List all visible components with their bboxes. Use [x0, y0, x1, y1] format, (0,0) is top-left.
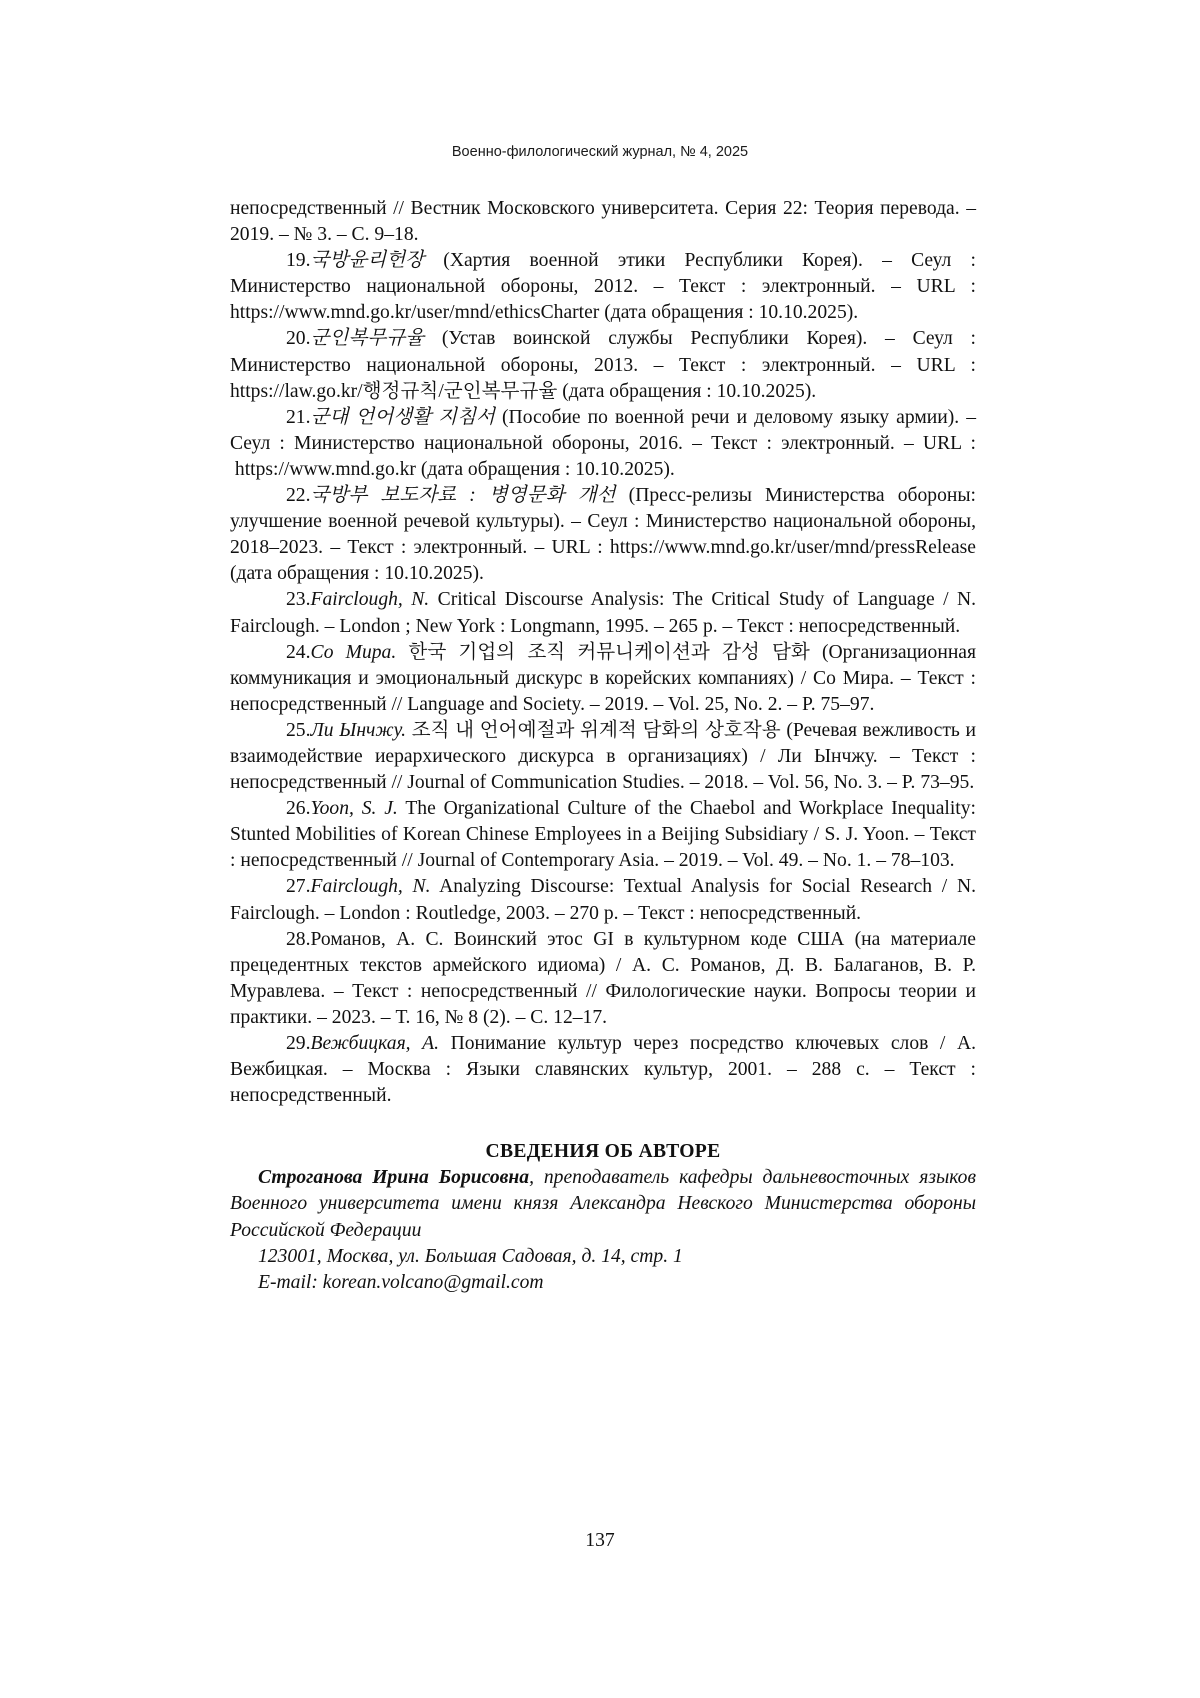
reference-title: 군인복무규율: [310, 328, 425, 350]
reference-item: [230, 927, 976, 1031]
author-address: 123001, Москва, ул. Большая Садовая, д. 14, стр. 1: [258, 1245, 683, 1267]
reference-number: 21.: [286, 406, 311, 428]
reference-author: Yoon, S. J.: [310, 798, 398, 820]
reference-author: Fairclough, N.: [310, 876, 431, 898]
reference-text: (Устав воинской службы Республики Корея). – Сеул : Министерство национальной обороны, 2013. – Текст : электронный. – URL : https://law.go.kr/행정규칙/군인복무규율 (дата обращения : 10.10.2025).: [230, 328, 976, 402]
author-section-title: СВЕДЕНИЯ ОБ АВТОРЕ: [485, 1141, 721, 1163]
reference-item: [230, 483, 976, 587]
reference-text: Романов, А. С. Воинский этос GI в культурном коде США (на материале прецедентных текстов армейского идиома) / А. С. Романов, Д. В. Балаганов, В. Р. Муравлева. – Текст : непосредственный // Филологические науки. Вопросы теории и практики. – 2023. – Т. 16, № 8 (2). – С. 12–17.: [230, 928, 976, 1028]
reference-author: Fairclough, N.: [310, 589, 430, 611]
author-info: [230, 1165, 976, 1243]
reference-text: Analyzing Discourse: Textual Analysis for Social Research / N. Fairclough. – London : Routledge, 2003. – 270 p. – Текст : непосредственный.: [230, 876, 976, 924]
author-email[interactable]: E-mail: korean.volcano@gmail.com: [258, 1271, 544, 1293]
reference-text: 조직 내 언어예절과 위계적 담화의 상호작용 (Речевая вежливость и взаимодействие иерархического дискурса в организациях) / Ли Ынчжу. – Текст : непосредственный // Journal of Communication Studies. – 2018. – Vol. 56, No. 3. – P. 73–95.: [230, 719, 976, 794]
reference-number: 28.: [286, 928, 311, 950]
reference-author: Вежбицкая, А.: [310, 1033, 440, 1054]
reference-text: Понимание культур через посредство ключевых слов / А. Вежбицкая. – Москва : Языки славянских культур, 2001. – 288 с. – Текст : непосредственный.: [230, 1033, 976, 1107]
reference-item: [230, 874, 976, 926]
reference-item: [230, 248, 976, 326]
reference-number: 25.: [286, 719, 311, 741]
reference-number: 20.: [286, 328, 311, 350]
reference-text: (Пресс-релизы Министерства обороны: улучшение военной речевой культуры). – Сеул : Министерство национальной обороны, 2018–2023. – Текст : электронный. – URL : https://www.mnd.go.kr/user/mnd/pressRelease (дата обращения : 10.10.2025).: [230, 485, 976, 585]
page-content: [230, 196, 976, 1296]
reference-title: 국방부 보도자료 : 병영문화 개선: [310, 485, 616, 507]
reference-item: [230, 640, 976, 718]
reference-text: (Пособие по военной речи и деловому языку армии). – Сеул : Министерство национальной обороны, 2016. – Текст : электронный. – URL : https://www.mnd.go.kr (дата обращения : 10.10.2025).: [230, 406, 976, 480]
reference-title: 국방윤리헌장: [310, 250, 425, 272]
reference-item: [230, 587, 976, 639]
reference-text: (Хартия военной этики Республики Корея). – Сеул : Министерство национальной обороны, 2012. – Текст : электронный. – URL : https://www.mnd.go.kr/user/mnd/ethicsCharter (дата обращения : 10.10.2025).: [230, 250, 976, 324]
reference-number: 26.: [286, 798, 311, 820]
reference-author: Со Мира.: [310, 641, 397, 663]
reference-text: Critical Discourse Analysis: The Critical Study of Language / N. Fairclough. – London ; New York : Longmann, 1995. – 265 p. – Текст : непосредственный.: [230, 589, 976, 637]
reference-list: [230, 248, 976, 1109]
reference-number: 19.: [286, 250, 311, 272]
reference-continuation: непосредственный // Вестник Московского университета. Серия 22: Теория перевода. – 2019. – № 3. – С. 9–18.: [230, 198, 976, 246]
reference-item: [230, 326, 976, 404]
reference-title: 군대 언어생활 지침서: [310, 406, 495, 428]
reference-item: [230, 405, 976, 483]
author-position: , преподаватель кафедры дальневосточных языков Военного университета имени князя Александра Невского Министерства обороны Российской Федерации: [230, 1167, 976, 1241]
reference-text: The Organizational Culture of the Chaebol and Workplace Inequality: Stunted Mobilities of Korean Chinese Employees in a Beijing Subsidiary / S. J. Yoon. – Текст : непосредственный // Journal of Contemporary Asia. – 2019. – Vol. 49. – No. 1. – 78–103.: [230, 798, 976, 872]
reference-number: 22.: [286, 485, 311, 507]
running-head: Военно-филологический журнал, № 4, 2025: [451, 144, 749, 160]
reference-number: 24.: [286, 641, 311, 663]
reference-item: [230, 718, 976, 796]
reference-item: [230, 796, 976, 874]
reference-number: 27.: [286, 876, 311, 898]
reference-text: 한국 기업의 조직 커뮤니케이션과 감성 담화 (Организационная коммуникация и эмоциональный дискурс в корейских компаниях) / Со Мира. – Текст : непосредственный // Language and Society. – 2019. – Vol. 25, No. 2. – P. 75–97.: [230, 641, 977, 715]
reference-number: 23.: [286, 589, 311, 611]
reference-author: Ли Ынчжу.: [310, 719, 406, 741]
reference-number: 29.: [286, 1033, 311, 1054]
page-number: 137: [585, 1530, 615, 1551]
author-name: Строганова Ирина Борисовна: [258, 1167, 530, 1189]
reference-item: [230, 1031, 976, 1109]
